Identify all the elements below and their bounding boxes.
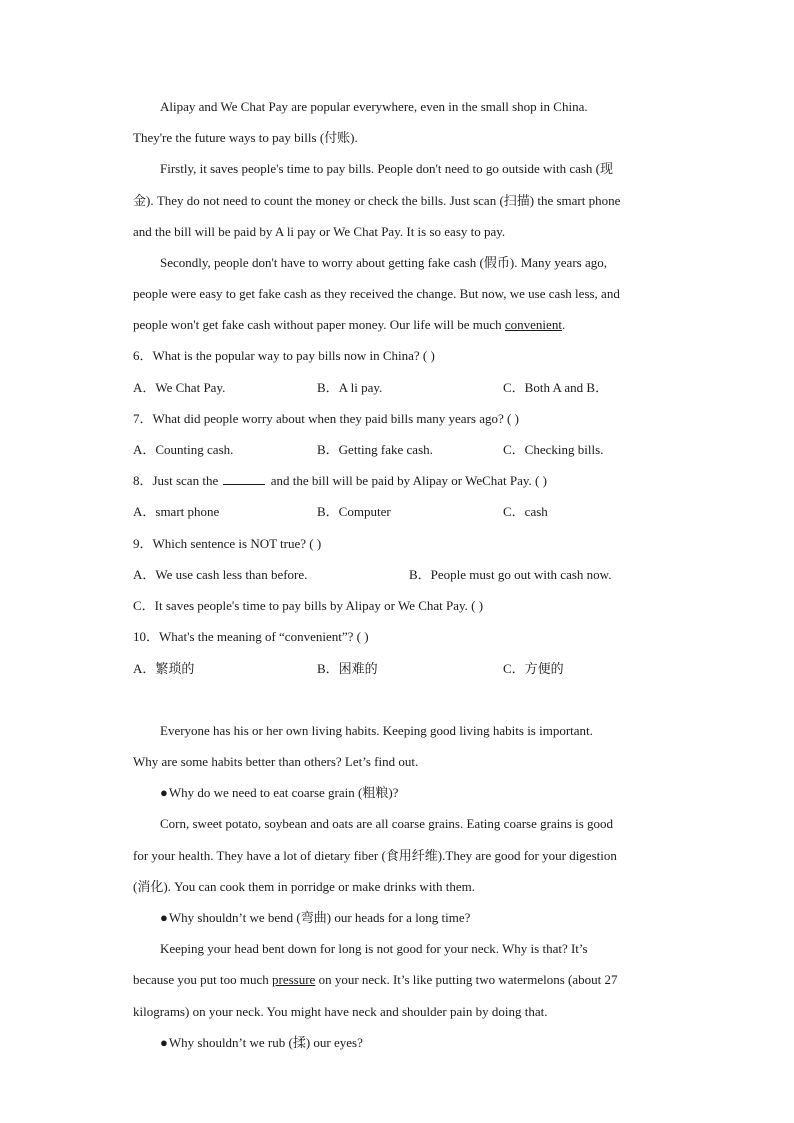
question-6-option-a[interactable]: A．We Chat Pay. — [133, 380, 226, 395]
question-10-option-a[interactable]: A．繁琐的 — [133, 661, 195, 676]
passage2-para2-line-1: Keeping your head bent down for long is not good for your neck. Why is that? It’s — [160, 941, 588, 956]
para2-text: because you put too much — [133, 972, 272, 987]
passage1-line-7: people were easy to get fake cash as they received the change. But now, we use cash less, and — [133, 286, 620, 301]
question-10-option-c[interactable]: C．方便的 — [503, 661, 564, 676]
question-7-stem: 7．What did people worry about when they paid bills many years ago? ( ) — [133, 411, 519, 426]
passage2-para1-line-3: (消化). You can cook them in porridge or make drinks with them. — [133, 879, 476, 894]
bullet-icon: ● — [160, 1035, 168, 1050]
section-heading-bend-heads — [160, 909, 470, 927]
heading-text: Why shouldn’t we bend (弯曲) our heads for a long time? — [168, 910, 471, 925]
passage2-para2-line-2 — [133, 971, 618, 989]
passage1-line-4: 金). They do not need to count the money or check the bills. Just scan (扫描) the smart phone — [133, 193, 621, 208]
para2-text-end: on your neck. It’s like putting two watermelons (about 27 — [315, 972, 618, 987]
question-9-stem: 9．Which sentence is NOT true? ( ) — [133, 536, 322, 551]
heading-text: Why do we need to eat coarse grain (粗粮)? — [168, 785, 399, 800]
question-6-option-c[interactable]: C．Both A and B． — [503, 380, 609, 395]
passage1-line-8-end: . — [561, 317, 566, 332]
question-9-option-c[interactable]: C．It saves people's time to pay bills by Alipay or We Chat Pay. ( ) — [133, 598, 484, 613]
passage2-para2-line-3: kilograms) on your neck. You might have neck and shoulder pain by doing that. — [133, 1004, 548, 1019]
question-7-option-b[interactable]: B．Getting fake cash. — [317, 442, 433, 457]
question-9-option-a[interactable]: A．We use cash less than before. — [133, 567, 308, 582]
passage2-para1-line-2: for your health. They have a lot of dietary fiber (食用纤维).They are good for your digestion — [133, 848, 617, 863]
passage1-line-6: Secondly, people don't have to worry about getting fake cash (假币). Many years ago, — [160, 255, 607, 270]
underlined-word-pressure: pressure — [272, 972, 316, 987]
question-8-option-b[interactable]: B．Computer — [317, 504, 391, 519]
passage1-line-2: They're the future ways to pay bills (付账). — [133, 130, 358, 145]
passage1-line-8-text: people won't get fake cash without paper money. Our life will be much — [133, 317, 505, 332]
passage1-line-3: Firstly, it saves people's time to pay bills. People don't need to go outside with cash (现 — [160, 161, 614, 176]
section-heading-rub-eyes — [160, 1034, 363, 1052]
heading-text: Why shouldn’t we rub (揉) our eyes? — [168, 1035, 363, 1050]
passage1-line-8 — [133, 316, 565, 334]
underlined-word-convenient: convenient — [504, 317, 562, 332]
question-6-stem: 6．What is the popular way to pay bills now in China? ( ) — [133, 348, 435, 363]
question-10-stem: 10．What's the meaning of “convenient”? ( ) — [133, 629, 369, 644]
passage2-para1-line-1: Corn, sweet potato, soybean and oats are all coarse grains. Eating coarse grains is good — [160, 816, 614, 831]
question-7-option-a[interactable]: A．Counting cash. — [133, 442, 234, 457]
answer-blank — [223, 472, 265, 485]
bullet-icon: ● — [160, 785, 168, 800]
passage1-line-1: Alipay and We Chat Pay are popular everywhere, even in the small shop in China. — [160, 99, 588, 114]
question-7-option-c[interactable]: C．Checking bills. — [503, 442, 604, 457]
question-8-option-a[interactable]: A．smart phone — [133, 504, 220, 519]
question-8-stem-start: 8．Just scan the — [133, 473, 222, 488]
section-heading-coarse-grain — [160, 784, 398, 802]
question-8-option-c[interactable]: C．cash — [503, 504, 548, 519]
question-6-option-b[interactable]: B．A li pay. — [317, 380, 383, 395]
question-8-stem — [133, 472, 547, 490]
bullet-icon: ● — [160, 910, 168, 925]
passage2-line-2: Why are some habits better than others? Let’s find out. — [133, 754, 419, 769]
passage1-line-5: and the bill will be paid by A li pay or We Chat Pay. It is so easy to pay. — [133, 224, 506, 239]
question-8-stem-end: and the bill will be paid by Alipay or WeChat Pay. ( ) — [267, 473, 547, 488]
passage2-line-1: Everyone has his or her own living habits. Keeping good living habits is important. — [160, 723, 593, 738]
question-10-option-b[interactable]: B．困难的 — [317, 661, 378, 676]
question-9-option-b[interactable]: B．People must go out with cash now. — [409, 567, 612, 582]
